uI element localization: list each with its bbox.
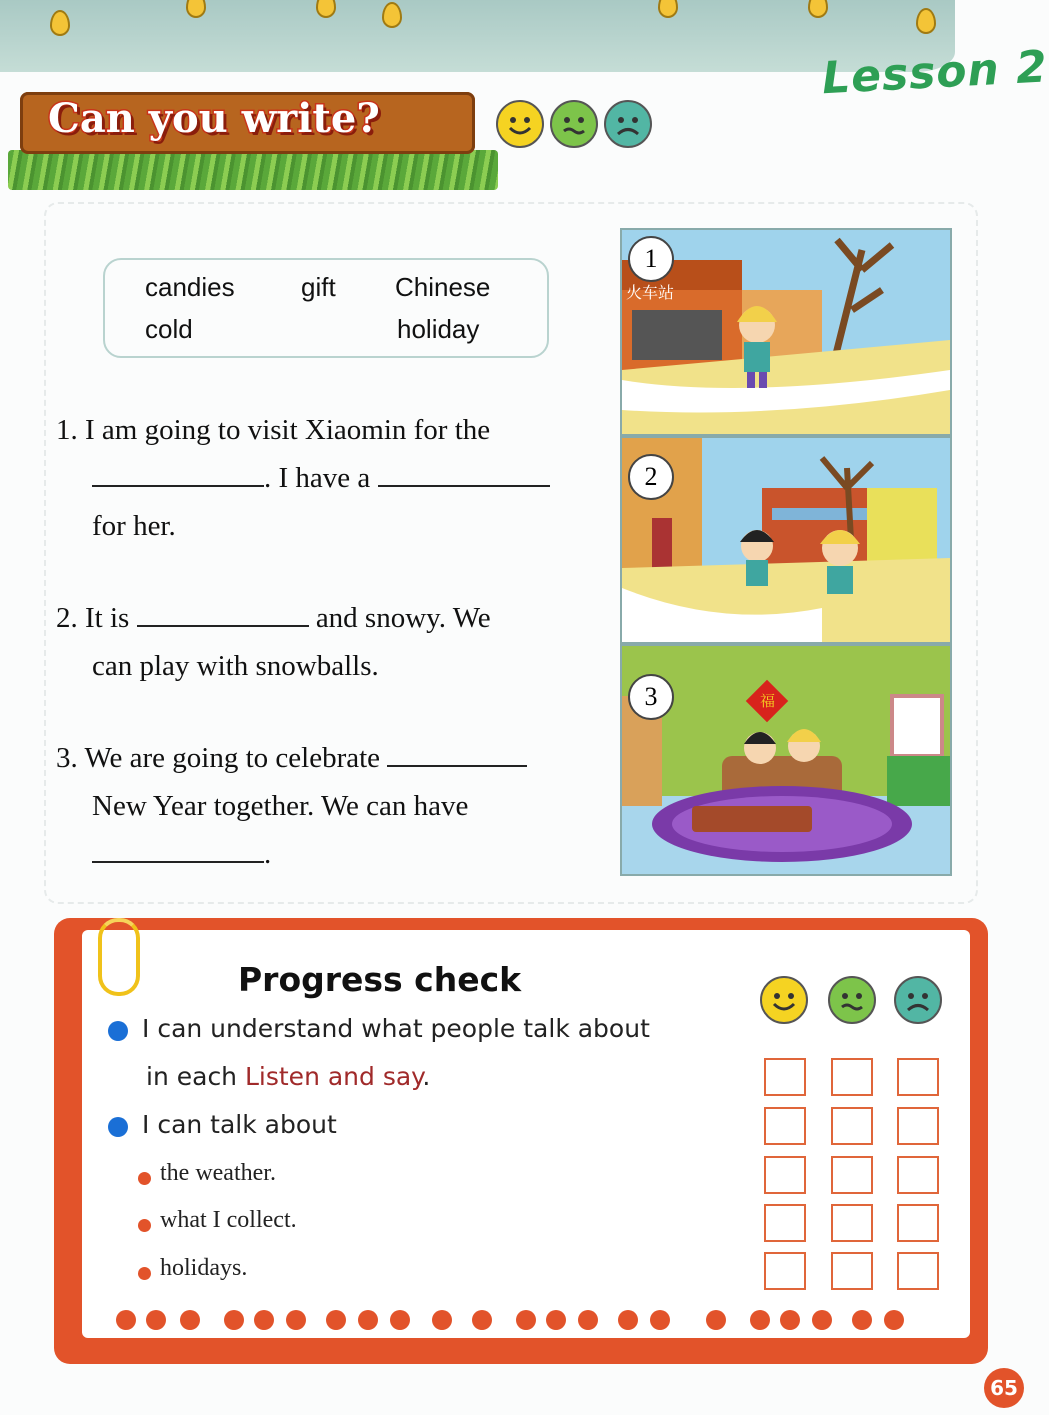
checkbox-row5-neutral[interactable]: [831, 1252, 873, 1290]
question-3-start: 3. We are going to celebrate: [56, 742, 381, 774]
raindrop-icon: [808, 0, 828, 18]
binding-hole: [852, 1310, 872, 1330]
question-1-line-1: 1. I am going to visit Xiaomin for the: [56, 414, 491, 446]
question-1-line-2: [92, 462, 550, 495]
checkbox-row1-neutral[interactable]: [831, 1058, 873, 1096]
listen-and-say-link: Listen and say: [244, 1062, 423, 1091]
raindrop-icon: [50, 10, 70, 36]
checkbox-row5-happy[interactable]: [764, 1252, 806, 1290]
progress-title: Progress check: [238, 960, 522, 999]
question-1-mid: . I have a: [264, 462, 371, 494]
question-3-line-2: New Year together. We can have: [92, 790, 469, 822]
word-gift: gift: [301, 272, 336, 302]
word-cold: cold: [145, 314, 193, 344]
panel-number-3: 3: [628, 674, 674, 720]
picture-panel-2: [620, 436, 952, 644]
binding-hole: [146, 1310, 166, 1330]
binding-hole: [706, 1310, 726, 1330]
binding-hole: [516, 1310, 536, 1330]
checkbox-row3-neutral[interactable]: [831, 1156, 873, 1194]
neutral-face-icon: [550, 100, 598, 148]
panel-number-1: 1: [628, 236, 674, 282]
sub-item-collect: what I collect.: [160, 1207, 297, 1233]
question-2-line-1: [56, 602, 491, 635]
question-2-end: and snowy. We: [315, 602, 491, 634]
binding-hole: [650, 1310, 670, 1330]
word-bank: [103, 258, 549, 358]
question-2-start: 2. It is: [56, 602, 130, 634]
question-1-line-3: for her.: [92, 510, 176, 542]
top-banner: [0, 0, 955, 72]
binding-hole: [326, 1310, 346, 1330]
binding-hole: [578, 1310, 598, 1330]
lesson-label: Lesson 2: [820, 41, 1049, 105]
raindrop-icon: [316, 0, 336, 18]
section-title: Can you write?: [48, 95, 380, 142]
word-holiday: holiday: [397, 314, 480, 344]
page-number: 65: [984, 1368, 1024, 1408]
fu-decoration: 福: [760, 692, 776, 710]
question-3-line-3: [92, 838, 271, 871]
checkbox-row2-happy[interactable]: [764, 1107, 806, 1145]
checkbox-row2-sad[interactable]: [897, 1107, 939, 1145]
binding-hole: [116, 1310, 136, 1330]
binding-hole: [286, 1310, 306, 1330]
sub-item-weather: the weather.: [160, 1160, 276, 1186]
answer-blank[interactable]: [387, 764, 527, 767]
happy-face-icon: [496, 100, 544, 148]
happy-face-icon: [760, 976, 808, 1024]
checkbox-row4-happy[interactable]: [764, 1204, 806, 1242]
sub-bullet-icon: [138, 1172, 151, 1185]
binding-hole: [884, 1310, 904, 1330]
answer-blank[interactable]: [92, 860, 264, 863]
binding-hole: [618, 1310, 638, 1330]
station-sign: 火车站: [626, 283, 675, 302]
neutral-face-icon: [828, 976, 876, 1024]
checkbox-row5-sad[interactable]: [897, 1252, 939, 1290]
binding-hole: [180, 1310, 200, 1330]
checkbox-row3-happy[interactable]: [764, 1156, 806, 1194]
progress-item-2: I can talk about: [142, 1110, 337, 1139]
paperclip-icon: [98, 918, 140, 996]
binding-hole: [358, 1310, 378, 1330]
answer-blank[interactable]: [378, 484, 550, 487]
answer-blank[interactable]: [92, 484, 264, 487]
binding-hole: [224, 1310, 244, 1330]
picture-panel-1: [620, 228, 952, 436]
raindrop-icon: [186, 0, 206, 18]
progress-item-1-prefix: in each: [146, 1062, 245, 1091]
bullet-icon: [108, 1117, 128, 1137]
checkbox-row4-neutral[interactable]: [831, 1204, 873, 1242]
binding-hole: [390, 1310, 410, 1330]
raindrop-icon: [658, 0, 678, 18]
binding-hole: [812, 1310, 832, 1330]
binding-hole: [472, 1310, 492, 1330]
word-candies: candies: [145, 272, 235, 302]
checkbox-row3-sad[interactable]: [897, 1156, 939, 1194]
checkbox-row2-neutral[interactable]: [831, 1107, 873, 1145]
picture-panel-3: [620, 644, 952, 876]
word-chinese: Chinese: [395, 272, 491, 302]
sad-face-icon: [894, 976, 942, 1024]
raindrop-icon: [916, 8, 936, 34]
binding-hole: [432, 1310, 452, 1330]
question-2-line-2: can play with snowballs.: [92, 650, 379, 682]
checkbox-row1-sad[interactable]: [897, 1058, 939, 1096]
question-3-line-1: [56, 742, 527, 775]
sub-bullet-icon: [138, 1219, 151, 1232]
binding-hole: [254, 1310, 274, 1330]
progress-item-1-line-2: [146, 1062, 430, 1091]
sub-bullet-icon: [138, 1267, 151, 1280]
sad-face-icon: [604, 100, 652, 148]
progress-item-1-line-1: I can understand what people talk about: [142, 1014, 650, 1043]
living-room-illustration: [622, 646, 950, 874]
question-3-end: .: [264, 838, 272, 870]
progress-item-1-suffix: .: [422, 1062, 431, 1091]
checkbox-row4-sad[interactable]: [897, 1204, 939, 1242]
binding-hole: [750, 1310, 770, 1330]
bullet-icon: [108, 1021, 128, 1041]
grass-decoration: [8, 150, 498, 190]
binding-hole: [780, 1310, 800, 1330]
checkbox-row1-happy[interactable]: [764, 1058, 806, 1096]
binding-hole: [546, 1310, 566, 1330]
raindrop-icon: [382, 2, 402, 28]
answer-blank[interactable]: [137, 624, 309, 627]
panel-number-2: 2: [628, 454, 674, 500]
sub-item-holidays: holidays.: [160, 1255, 248, 1281]
